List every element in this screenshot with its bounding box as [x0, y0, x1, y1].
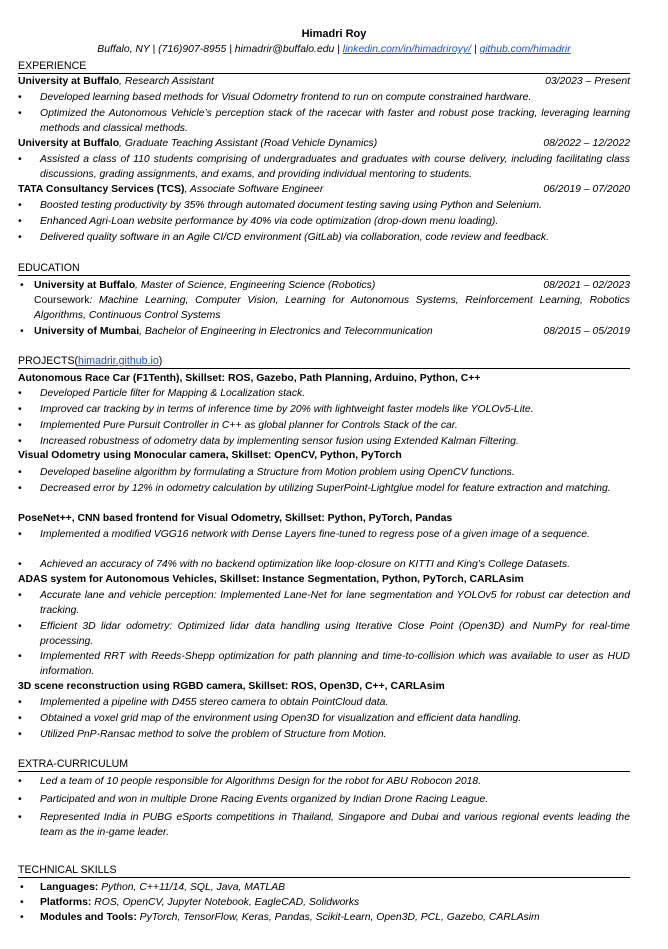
- bullet-icon: •: [18, 92, 22, 103]
- list-item: [18, 214, 630, 229]
- bullet-text: Accurate lane and vehicle perception: Implemented Lane-Net for lane segmentation and YOLOv5 for robust car detection and tracking.: [40, 590, 630, 617]
- job-row: [18, 74, 630, 89]
- bullet-icon: •: [18, 388, 22, 399]
- bullet-text: Developed learning based methods for Visual Odometry frontend to run on compute constrained hardware.: [40, 92, 532, 103]
- bullet-icon: •: [18, 776, 22, 787]
- education-row: [20, 324, 630, 339]
- bullet-icon: •: [20, 897, 24, 908]
- skill-label: Platforms:: [40, 897, 92, 908]
- bullet-icon: •: [18, 621, 22, 632]
- bullet-text: Increased robustness of odometry data by implementing sensor fusion using Extended Kalman Filtering.: [40, 436, 519, 447]
- section-heading-education: EDUCATION: [18, 262, 630, 276]
- bullet-icon: •: [20, 882, 24, 893]
- list-item: [18, 649, 630, 680]
- project-heading: Visual Odometry using Monocular camera, Skillset: OpenCV, Python, PyTorch: [18, 450, 402, 461]
- contact-separator: |: [470, 44, 480, 55]
- job-org: University at Buffalo: [18, 76, 120, 87]
- skill-label: Languages:: [40, 882, 99, 893]
- job-row: [18, 136, 630, 151]
- bullet-text: Led a team of 10 people responsible for Algorithms Design for the robot for ABU Robocon 2018.: [40, 776, 482, 787]
- list-item: [18, 230, 630, 245]
- list-item: [18, 711, 630, 726]
- section-heading-technical-skills: TECHNICAL SKILLS: [18, 864, 630, 878]
- bullet-icon: •: [18, 200, 22, 211]
- bullet-text: Optimized the Autonomous Vehicle’s perception stack of the racecar with faster and robust pose tracking, leveraging learning methods and classical methods.: [40, 108, 630, 135]
- school-name: University at Buffalo: [34, 280, 136, 291]
- skill-row: [20, 895, 630, 910]
- degree-name: , Bachelor of Engineering in Electronics and Telecommunication: [139, 326, 433, 337]
- list-item: [18, 481, 630, 496]
- list-item: [18, 527, 630, 542]
- bullet-icon: •: [20, 280, 24, 291]
- skill-value: ROS, OpenCV, Jupyter Notebook, EagleCAD, Solidworks: [91, 897, 360, 908]
- bullet-text: Efficient 3D lidar odometry: Optimized lidar data handling using Iterative Close Point (Open3D) and NumPy for real-time processing.: [40, 621, 630, 648]
- list-item: [18, 774, 630, 789]
- bullet-icon: •: [18, 812, 22, 823]
- bullet-icon: •: [18, 590, 22, 601]
- skill-value: Python, C++11/14, SQL, Java, MATLAB: [98, 882, 286, 893]
- job-dates: 08/2022 – 12/2022: [543, 138, 630, 149]
- list-item: [18, 792, 630, 807]
- coursework: [34, 293, 630, 323]
- bullet-icon: •: [18, 651, 22, 662]
- list-item: [18, 418, 630, 433]
- bullet-text: Developed Particle filter for Mapping & Localization stack.: [40, 388, 306, 399]
- coursework-label: Coursework: [34, 295, 90, 306]
- job-dates: 06/2019 – 07/2020: [543, 184, 630, 195]
- bullet-text: Represented India in PUBG eSports competitions in Thailand, Singapore and Dubai and various regional events leading the team as the in-game leader.: [40, 812, 630, 839]
- bullet-icon: •: [18, 483, 22, 494]
- project-heading: Autonomous Race Car (F1Tenth), Skillset: ROS, Gazebo, Path Planning, Arduino, Python, C++: [18, 373, 481, 384]
- education-row: [20, 278, 630, 293]
- bullet-text: Implemented a modified VGG16 network with Dense Layers fine-tuned to regress pose of a given image of a sequence.: [40, 529, 590, 540]
- bullet-icon: •: [18, 436, 22, 447]
- bullet-icon: •: [18, 467, 22, 478]
- job-org: University at Buffalo: [18, 138, 120, 149]
- list-item: [18, 198, 630, 213]
- education-dates: 08/2015 – 05/2019: [543, 326, 630, 337]
- list-item: [18, 588, 630, 619]
- list-item: [18, 557, 630, 572]
- bullet-icon: •: [20, 326, 24, 337]
- bullet-icon: •: [18, 713, 22, 724]
- contact-line: [0, 44, 668, 55]
- bullet-text: Implemented a pipeline with D455 stereo camera to obtain PointCloud data.: [40, 697, 389, 708]
- job-org: TATA Consultancy Services (TCS): [18, 184, 185, 195]
- skill-label: Modules and Tools:: [40, 912, 137, 923]
- list-item: [18, 152, 630, 183]
- bullet-text: Enhanced Agri-Loan website performance by 40% via code optimization (drop-down menu loading).: [40, 216, 499, 227]
- bullet-icon: •: [18, 404, 22, 415]
- school-name: University of Mumbai: [34, 326, 140, 337]
- linkedin-link[interactable]: linkedin.com/in/himadriroyy/: [342, 44, 471, 55]
- coursework-list: : Machine Learning, Computer Vision, Learning for Autonomous Systems, Reinforcement Learning, Robotics Algorithms, Continuous Control Systems: [34, 295, 630, 321]
- bullet-icon: •: [18, 154, 22, 165]
- bullet-icon: •: [18, 529, 22, 540]
- bullet-text: Developed baseline algorithm by formulating a Structure from Motion problem using OpenCV functions.: [40, 467, 515, 478]
- github-link[interactable]: github.com/himadrir: [479, 44, 571, 55]
- bullet-text: Delivered quality software in an Agile CI/CD environment (GitLab) via collaboration, code review and feedback.: [40, 232, 550, 243]
- bullet-icon: •: [18, 697, 22, 708]
- section-heading-experience: EXPERIENCE: [18, 60, 630, 74]
- candidate-name: Himadri Roy: [301, 28, 367, 40]
- bullet-icon: •: [18, 794, 22, 805]
- bullet-text: Implemented RRT with Reeds-Shepp optimization for path planning and time-to-collision which was available to user as HUD information.: [40, 651, 630, 678]
- job-row: [18, 182, 630, 197]
- list-item: [18, 434, 630, 449]
- bullet-icon: •: [20, 912, 24, 923]
- projects-title: PROJECTS(: [18, 355, 79, 367]
- list-item: [18, 90, 630, 105]
- bullet-text: Utilized PnP-Ransac method to solve the problem of Structure from Motion.: [40, 729, 387, 740]
- skill-value: PyTorch, TensorFlow, Keras, Pandas, Scikit-Learn, Open3D, PCL, Gazebo, CARLAsim: [136, 912, 540, 923]
- list-item: [18, 727, 630, 742]
- job-role: , Associate Software Engineer: [184, 184, 324, 195]
- skill-row: [20, 880, 630, 895]
- bullet-icon: •: [18, 216, 22, 227]
- list-item: [18, 106, 630, 137]
- job-role: , Research Assistant: [119, 76, 214, 87]
- bullet-text: Implemented Pure Pursuit Controller in C++ as global planner for Controls Stack of the car.: [40, 420, 458, 431]
- job-dates: 03/2023 – Present: [545, 76, 630, 87]
- bullet-icon: •: [18, 559, 22, 570]
- degree-name: , Master of Science, Engineering Science (Robotics): [135, 280, 376, 291]
- bullet-text: Assisted a class of 110 students comprising of undergraduates and graduates with course delivery, including facilitating class discussions, grading assignments, and exams, and providing individual mentoring to students.: [40, 154, 630, 181]
- project-heading: 3D scene reconstruction using RGBD camera, Skillset: ROS, Open3D, C++, CARLAsim: [18, 681, 445, 692]
- bullet-icon: •: [18, 232, 22, 243]
- section-heading-extra-curriculum: EXTRA-CURRICULUM: [18, 758, 630, 772]
- list-item: [18, 402, 630, 417]
- bullet-text: Participated and won in multiple Drone Racing Events organized by Indian Drone Racing League.: [40, 794, 489, 805]
- bullet-text: Decreased error by 12% in odometry calculation by utilizing SuperPoint-Lightglue model for feature extraction and matching.: [40, 483, 611, 494]
- projects-title-close: ): [158, 355, 163, 367]
- bullet-icon: •: [18, 108, 22, 119]
- bullet-icon: •: [18, 420, 22, 431]
- section-heading-projects: [18, 355, 630, 369]
- bullet-text: Achieved an accuracy of 74% with no backend optimization like loop-closure on KITTI and King’s College Datasets.: [40, 559, 571, 570]
- list-item: [18, 386, 630, 401]
- list-item: [18, 619, 630, 650]
- portfolio-link[interactable]: himadrir.github.io: [78, 355, 159, 367]
- job-role: , Graduate Teaching Assistant (Road Vehicle Dynamics): [119, 138, 378, 149]
- list-item: [18, 810, 630, 841]
- contact-details: Buffalo, NY | (716)907-8955 | himadrir@buffalo.edu |: [97, 44, 343, 55]
- bullet-text: Improved car tracking by in terms of inference time by 20% with lightweight faster models like YOLOv5-Lite.: [40, 404, 534, 415]
- bullet-icon: •: [18, 729, 22, 740]
- education-dates: 08/2021 – 02/2023: [543, 280, 630, 291]
- project-heading: ADAS system for Autonomous Vehicles, Skillset: Instance Segmentation, Python, PyTorch, CARLAsim: [18, 574, 524, 585]
- skill-row: [20, 910, 630, 925]
- list-item: [18, 465, 630, 480]
- bullet-text: Obtained a voxel grid map of the environment using Open3D for visualization and efficient data handling.: [40, 713, 522, 724]
- bullet-text: Boosted testing productivity by 35% through automated document testing saving using Python and Selenium.: [40, 200, 542, 211]
- project-heading: PoseNet++, CNN based frontend for Visual Odometry, Skillset: Python, PyTorch, Pandas: [18, 513, 453, 524]
- list-item: [18, 695, 630, 710]
